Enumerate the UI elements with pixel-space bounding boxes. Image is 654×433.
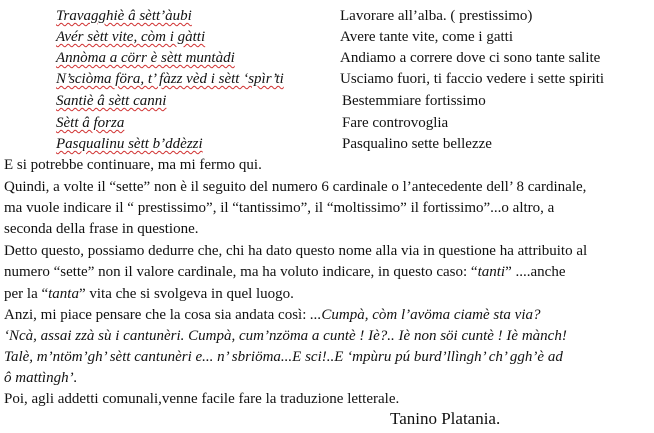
paragraph-line: Quindi, a volte il “sette” non è il seguito del numero 6 cardinale o l’antecedente dell’ 8 cardinale, — [4, 179, 587, 195]
dialect-word: tanta — [48, 286, 79, 302]
text-run: Anzi, mi piace pensare che la cosa sia andata così: — [4, 307, 311, 323]
paragraph-line: E si potrebbe continuare, ma mi fermo qui. — [4, 157, 262, 173]
paragraph-line — [4, 263, 565, 281]
expression-translation: Usciamo fuori, ti faccio vedere i sette spiriti — [340, 71, 605, 87]
dialect-dialogue: ...Cumpà, còm l’avöma ciamè sta via? — [310, 307, 541, 323]
expression-translation: Andiamo a correre dove ci sono tante salite — [340, 50, 601, 66]
text-run: ” vita che si svolgeva in quel luogo. — [78, 286, 294, 302]
dialect-word: tanti — [477, 264, 506, 280]
expression-dialect: Avér sètt vite, còm i gàtti — [56, 29, 206, 45]
author-signature: Tanino Platania. — [390, 409, 501, 428]
expression-dialect: Annòma a cörr è sètt muntàdi — [56, 50, 235, 66]
expression-dialect: Santiè â sètt canni — [56, 93, 167, 109]
expression-dialect: N’sciòma föra, t’ fàzz vèd i sètt ‘spìr’ti — [56, 71, 284, 87]
expression-translation: Bestemmiare fortissimo — [342, 93, 486, 109]
text-run: numero “sette” non il valore cardinale, ma ha voluto indicare, in questo caso: “ — [4, 264, 478, 280]
dialect-dialogue-line: Talè, m’ntöm’gh’ sètt cantunèri e... n’ sbriöma...E sci!..E ‘mpùru pú burd’llìngh’ ch’ ggh’è ad — [4, 349, 563, 365]
paragraph-line: ma vuole indicare il “ prestissimo”, il “tantissimo”, il “moltissimo” il fortissimo”...o altro, a — [4, 200, 555, 216]
expression-translation: Fare controvoglia — [342, 115, 449, 131]
expression-translation: Pasqualino sette bellezze — [342, 136, 492, 152]
expression-translation: Avere tante vite, come i gatti — [340, 29, 513, 45]
text-run: per la “ — [4, 286, 49, 302]
expression-dialect: Travagghiè â sètt’àubi — [56, 8, 192, 24]
expression-dialect: Sètt â forza — [56, 115, 125, 131]
paragraph-line — [4, 306, 541, 324]
dialect-dialogue-line: ‘Ncà, assai zzà sù i cantunèri. Cumpà, cum’nzöma a cuntè ! Iè?.. Iè non söi cuntè ! Iè mànch! — [4, 328, 567, 344]
expression-dialect: Pasqualinu sètt b’ddèzzi — [56, 136, 203, 152]
paragraph-line: Poi, agli addetti comunali,venne facile fare la traduzione letterale. — [4, 391, 400, 407]
paragraph-line: seconda della frase in questione. — [4, 221, 199, 237]
paragraph-line: Detto questo, possiamo dedurre che, chi ha dato questo nome alla via in questione ha attribuito al — [4, 243, 588, 259]
text-run: ” ....anche — [505, 264, 566, 280]
expression-translation: Lavorare all’alba. ( prestissimo) — [340, 8, 533, 24]
paragraph-line — [4, 285, 294, 303]
dialect-dialogue-line: ô mattìngh’. — [4, 370, 78, 386]
